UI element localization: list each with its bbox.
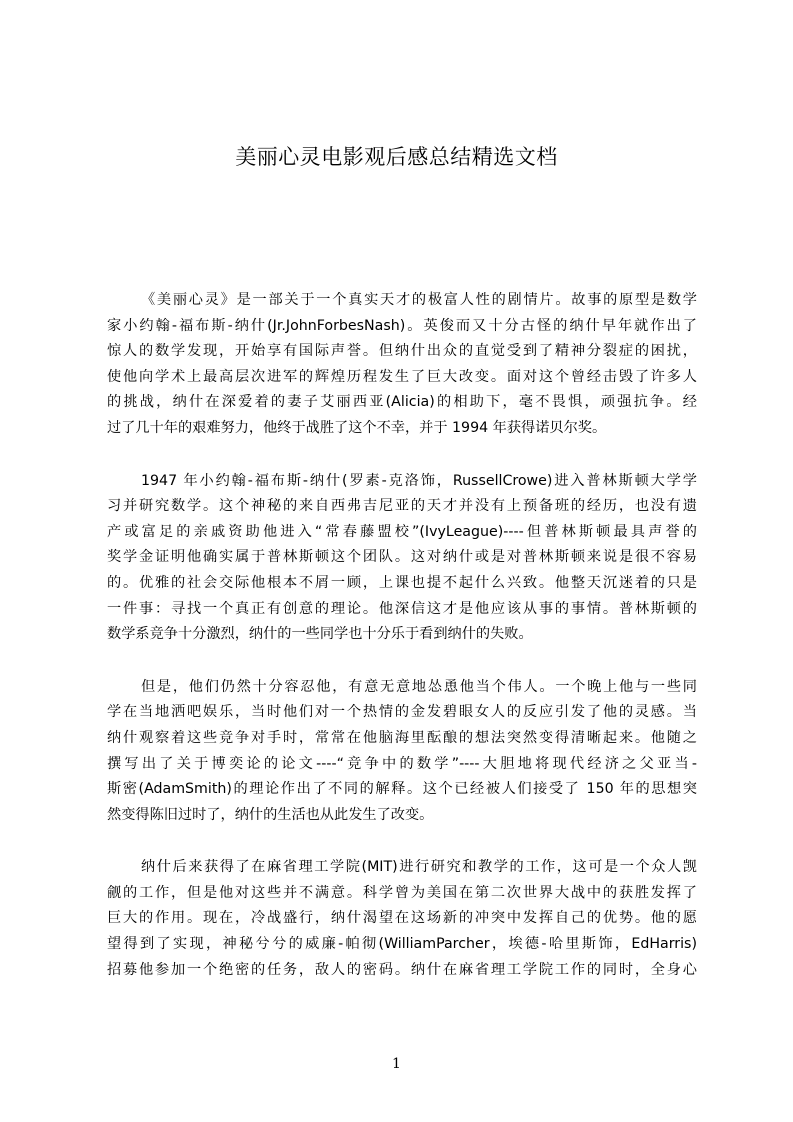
paragraph-line: 产或富足的亲戚资助他进入“常春藤盟校”(IvyLeague)----但普林斯顿最具声誉的 xyxy=(107,523,697,540)
paragraph-line: 巨大的作用。现在，冷战盛行，纳什渴望在这场新的冲突中发挥自己的优势。他的愿 xyxy=(107,910,697,927)
paragraph-1 xyxy=(107,288,697,442)
paragraph-line: 的挑战，纳什在深爱着的妻子艾丽西亚(Alicia)的相助下，毫不畏惧，顽强抗争。经 xyxy=(107,394,697,411)
paragraph-line: 的。优雅的社会交际他根本不屑一顾，上课也提不起什么兴致。他整天沉迷着的只是 xyxy=(107,574,697,591)
paragraph-line: 觎的工作，但是他对这些并不满意。科学曾为美国在第二次世界大战中的获胜发挥了 xyxy=(107,884,697,901)
document-title: 美丽心灵电影观后感总结精选文档 xyxy=(235,145,558,169)
paragraph-line: 学在当地洒吧娱乐，当时他们对一个热情的金发碧眼女人的反应引发了他的灵感。当 xyxy=(107,704,697,721)
paragraph-line: 纳什后来获得了在麻省理工学院(MIT)进行研究和教学的工作，这可是一个众人觊 xyxy=(141,859,697,876)
paragraph-line: 家小约翰-福布斯-纳什(Jr.JohnForbesNash)。英俊而又十分古怪的纳什早年就作出了 xyxy=(107,317,697,334)
paragraph-line: 纳什观察着这些竞争对手时，常常在他脑海里酝酿的想法突然变得清晰起来。他随之 xyxy=(107,729,697,746)
paragraph-line: 过了几十年的艰难努力，他终于战胜了这个不幸，并于 1994 年获得诺贝尔奖。 xyxy=(107,419,607,436)
paragraph-line: 习并研究数学。这个神秘的来自西弗吉尼亚的天才并没有上预备班的经历，也没有遗 xyxy=(107,498,697,515)
paragraph-line: 撰写出了关于博奕论的论文----“竞争中的数学”----大胆地将现代经济之父亚当- xyxy=(107,755,697,772)
paragraph-4 xyxy=(107,855,697,983)
paragraph-line: 1947 年小约翰-福布斯-纳什(罗素-克洛饰，RussellCrowe)进入普林斯顿大学学 xyxy=(141,472,697,489)
paragraph-line: 数学系竞争十分激烈，纳什的一些同学也十分乐于看到纳什的失败。 xyxy=(107,626,533,643)
paragraph-line: 一件事：寻找一个真正有创意的理论。他深信这才是他应该从事的事情。普林斯顿的 xyxy=(107,600,697,617)
document-body xyxy=(107,288,697,1010)
paragraph-line: 望得到了实现，神秘兮兮的威廉-帕彻(WilliamParcher，埃德-哈里斯饰，EdHarris) xyxy=(107,936,697,953)
paragraph-line: 招募他参加一个绝密的任务，敌人的密码。纳什在麻省理工学院工作的同时，全身心 xyxy=(107,961,697,978)
paragraph-line: 奖学金证明他确实属于普林斯顿这个团队。这对纳什或是对普林斯顿来说是很不容易 xyxy=(107,549,697,566)
paragraph-line: 但是，他们仍然十分容忍他，有意无意地怂恿他当个伟人。一个晚上他与一些同 xyxy=(141,678,697,695)
paragraph-line: 使他向学术上最高层次进军的辉煌历程发生了巨大改变。面对这个曾经击毁了许多人 xyxy=(107,368,697,385)
paragraph-2 xyxy=(107,469,697,648)
paragraph-line: 斯密(AdamSmith)的理论作出了不同的解释。这个已经被人们接受了 150 年的思想突 xyxy=(107,781,697,798)
paragraph-line: 然变得陈旧过时了，纳什的生活也从此发生了改变。 xyxy=(107,806,434,823)
paragraph-3 xyxy=(107,675,697,829)
paragraph-line: 惊人的数学发现，开始享有国际声誉。但纳什出众的直觉受到了精神分裂症的困扰， xyxy=(107,343,697,360)
paragraph-line: 《美丽心灵》是一部关于一个真实天才的极富人性的剧情片。故事的原型是数学 xyxy=(141,292,697,308)
page-number: 1 xyxy=(392,1056,401,1072)
